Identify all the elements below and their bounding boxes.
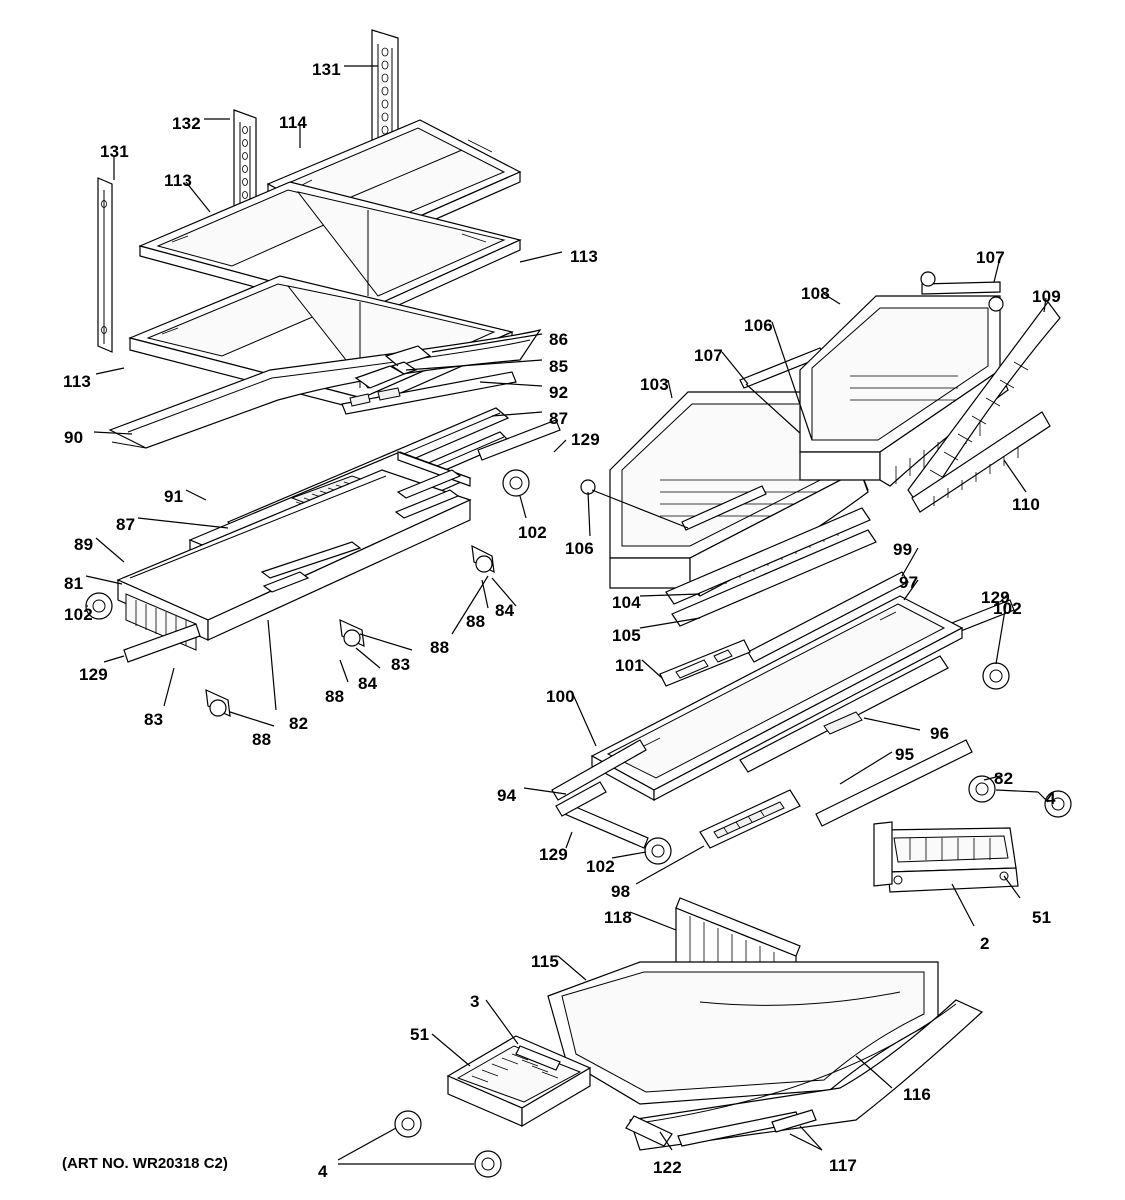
callout-81: 81 (64, 574, 84, 593)
callout-104: 104 (612, 593, 641, 612)
part-102-roller-mid (503, 470, 529, 496)
callout-90: 90 (64, 428, 84, 447)
callout-83-mid: 83 (391, 655, 411, 674)
callout-102-bottom: 102 (586, 857, 615, 876)
callout-110: 110 (1012, 495, 1041, 514)
callout-4-left: 4 (318, 1162, 328, 1181)
callout-88-mid: 88 (430, 638, 450, 657)
part-51-2-drawer-slide-right (874, 822, 1018, 892)
callout-89: 89 (74, 535, 94, 554)
callout-95: 95 (895, 745, 915, 764)
part-102-roller-bottom (645, 838, 671, 864)
callout-51-left: 51 (410, 1025, 430, 1044)
callout-88-upper: 88 (466, 612, 486, 631)
callout-131-left: 131 (100, 142, 129, 161)
callout-83-left: 83 (144, 710, 164, 729)
callout-118: 118 (604, 908, 633, 927)
callout-98: 98 (611, 882, 631, 901)
part-101-bracket (660, 640, 750, 686)
callout-82-right: 82 (994, 769, 1014, 788)
callout-129-left: 129 (79, 665, 108, 684)
callout-4-right: 4 (1046, 789, 1056, 808)
callout-114: 114 (279, 113, 308, 132)
callout-122: 122 (653, 1158, 682, 1177)
callout-102-left: 102 (64, 605, 93, 624)
callout-84-lower: 84 (358, 674, 378, 693)
callout-97: 97 (899, 573, 919, 592)
part-98-control-bar (700, 790, 800, 848)
callout-107-left: 107 (694, 346, 723, 365)
callout-107-upper: 107 (976, 248, 1005, 267)
callout-102-right: 102 (993, 599, 1022, 618)
callout-131-top: 131 (312, 60, 341, 79)
callout-129-bottom: 129 (539, 845, 568, 864)
callout-82-left: 82 (289, 714, 309, 733)
callout-105: 105 (612, 626, 641, 645)
callout-106-upper: 106 (744, 316, 773, 335)
part-131-rail-left (98, 178, 112, 352)
callout-109: 109 (1032, 287, 1061, 306)
callout-113-right: 113 (570, 247, 599, 266)
callout-3: 3 (470, 992, 480, 1011)
callout-102-mid: 102 (518, 523, 547, 542)
callout-94: 94 (497, 786, 517, 805)
callout-91: 91 (164, 487, 184, 506)
callout-84-upper: 84 (495, 601, 515, 620)
callout-87-left: 87 (116, 515, 136, 534)
callout-117: 117 (829, 1156, 858, 1175)
art-number-label: (ART NO. WR20318 C2) (62, 1155, 228, 1172)
part-4-rollers-left (395, 1111, 501, 1177)
callout-113-upper: 113 (164, 171, 193, 190)
callout-85: 85 (549, 357, 569, 376)
callout-129-right: 129 (981, 588, 1010, 607)
callout-129-mid: 129 (571, 430, 600, 449)
callout-99: 99 (893, 540, 913, 559)
callout-103: 103 (640, 375, 669, 394)
callout-108: 108 (801, 284, 830, 303)
part-102-roller-right (983, 663, 1009, 689)
callout-100: 100 (546, 687, 575, 706)
callout-96: 96 (930, 724, 950, 743)
callout-2: 2 (980, 934, 990, 953)
callout-132: 132 (172, 114, 201, 133)
callout-116: 116 (903, 1085, 932, 1104)
callout-86: 86 (549, 330, 569, 349)
callout-106-left: 106 (565, 539, 594, 558)
callout-88-bottom: 88 (252, 730, 272, 749)
callout-101: 101 (615, 656, 644, 675)
callout-51-right: 51 (1032, 908, 1052, 927)
callout-88-lower: 88 (325, 687, 345, 706)
callout-87-right: 87 (549, 409, 569, 428)
callout-115: 115 (531, 952, 560, 971)
callout-113-left: 113 (63, 372, 92, 391)
callout-92: 92 (549, 383, 569, 402)
